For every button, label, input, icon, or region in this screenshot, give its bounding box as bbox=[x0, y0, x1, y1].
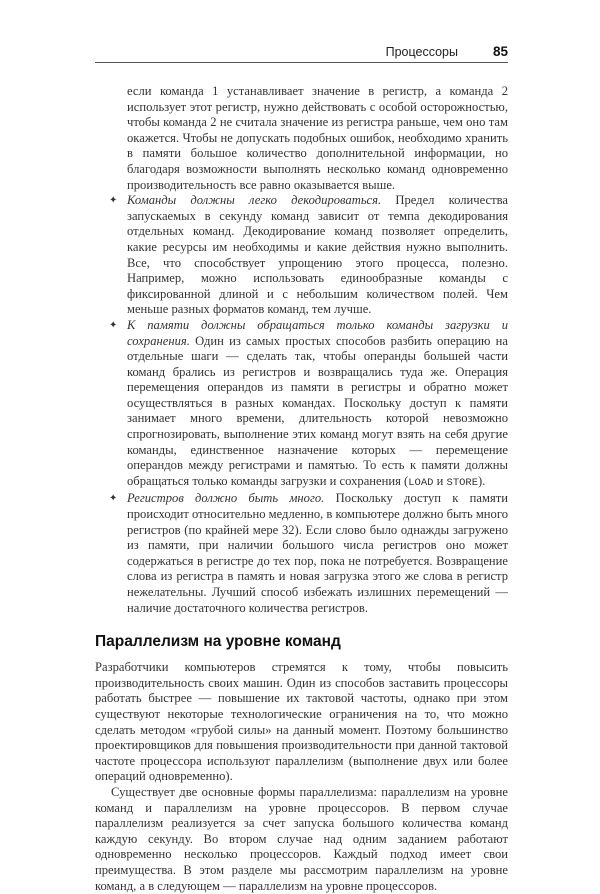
bullet-text: Предел количества запускаемых в секунду команд зависит от темпа декодирования отдельных команд. Декодирование команд позволяет определить, какие ресурсы им необходимы и какие действия нужно выполнить. Все, что способствует упрощению этого процесса, полезно. Например, можно использовать единообразные команды с фиксированной длиной и с небольшим количеством полей. Чем меньше разных форматов команд, тем лучше. bbox=[127, 193, 508, 317]
page-header bbox=[95, 42, 508, 63]
bullet-lead: Команды должны легко декодироваться. bbox=[127, 193, 382, 208]
code-load: LOAD bbox=[408, 476, 434, 489]
diamond-bullet-icon: ✦ bbox=[109, 493, 118, 505]
section-heading: Параллелизм на уровне команд bbox=[95, 633, 341, 651]
page-body bbox=[95, 84, 508, 894]
bullet-text-tail: ). bbox=[478, 473, 486, 488]
bullet-item-registers bbox=[95, 491, 508, 616]
section-paragraph-1: Разработчики компьютеров стремятся к тому, чтобы повысить производительность своих машин. Один из способов заставить процессоры работать быстрее — повышение их тактовой частоты, однако при этом существуют некоторые технологические ограничения на то, что можно сделать методом «грубой силы» на данный момент. Поэтому большинство проектировщиков для повышения производительности при данной тактовой частоте процессора используют параллелизм (выполнение двух или более операций одновременно). bbox=[95, 660, 508, 784]
bullet-item-decode bbox=[95, 193, 508, 318]
bullet-lead: Регистров должно быть много. bbox=[127, 491, 325, 506]
code-store: STORE bbox=[446, 476, 479, 489]
bullet-item-load-store bbox=[95, 318, 508, 492]
page-number: 85 bbox=[492, 44, 508, 59]
continuation-paragraph: если команда 1 устанавливает значение в регистр, а команда 2 использует этот регистр, нужно действовать с особой осторожностью, чтобы команда 2 не считала значение из регистра раньше, чем оно там окажется. Чтобы не допускать подобных ошибок, необходимо хранить в памяти большое количество дополнительной информации, но благодаря возможности выполнять несколько команд одновременно производительность все равно оказывается выше. bbox=[127, 84, 508, 192]
bullet-text-mid: и bbox=[433, 473, 447, 488]
diamond-bullet-icon: ✦ bbox=[109, 319, 118, 331]
bullet-text: Поскольку доступ к памяти происходит относительно медленно, в компьютере должно быть много регистров (по крайней мере 32). Если слово было однажды загружено из памяти, при наличии большого числа регистров оно может содержаться в регистре до тех пор, пока не потребуется. Возвращение слова из регистра в память и новая загрузка этого же слова в регистр нежелательны. Лучший способ избежать излишних перемещений — наличие достаточного количества регистров. bbox=[127, 491, 508, 615]
bullet-lead: К памяти должны обращаться только команды загрузки и сохранения. bbox=[127, 317, 508, 348]
diamond-bullet-icon: ✦ bbox=[109, 195, 118, 207]
running-title: Процессоры bbox=[385, 45, 458, 59]
section-paragraph-2: Существует две основные формы параллелизма: параллелизм на уровне команд и параллелизм на уровне процессоров. В первом случае параллелизм реализуется за счет запуска большого количества команд каждую секунду. Во втором случае над одним заданием работают одновременно несколько процессоров. Каждый подход имеет свои преимущества. В этом разделе мы рассмотрим параллелизм на уровне команд, а в следующем — параллелизм на уровне процессоров. bbox=[95, 784, 508, 893]
bullet-text: Один из самых простых способов разбить операцию на отдельные шаги — сделать так, чтобы операнды большей части команд брались из регистров и возвращались туда же. Операция перемещения операндов из памяти в регистры и обратно может осуществляться в разных командах. Поскольку доступ к памяти занимает много времени, длительность которой невозможно спрогнозировать, выполнение этих команд могут взять на себя другие команды, единственное назначение которых — перемещение операндов между регистрами и памятью. То есть к памяти должны обращаться только команды загрузки и сохранения ( bbox=[127, 333, 508, 488]
